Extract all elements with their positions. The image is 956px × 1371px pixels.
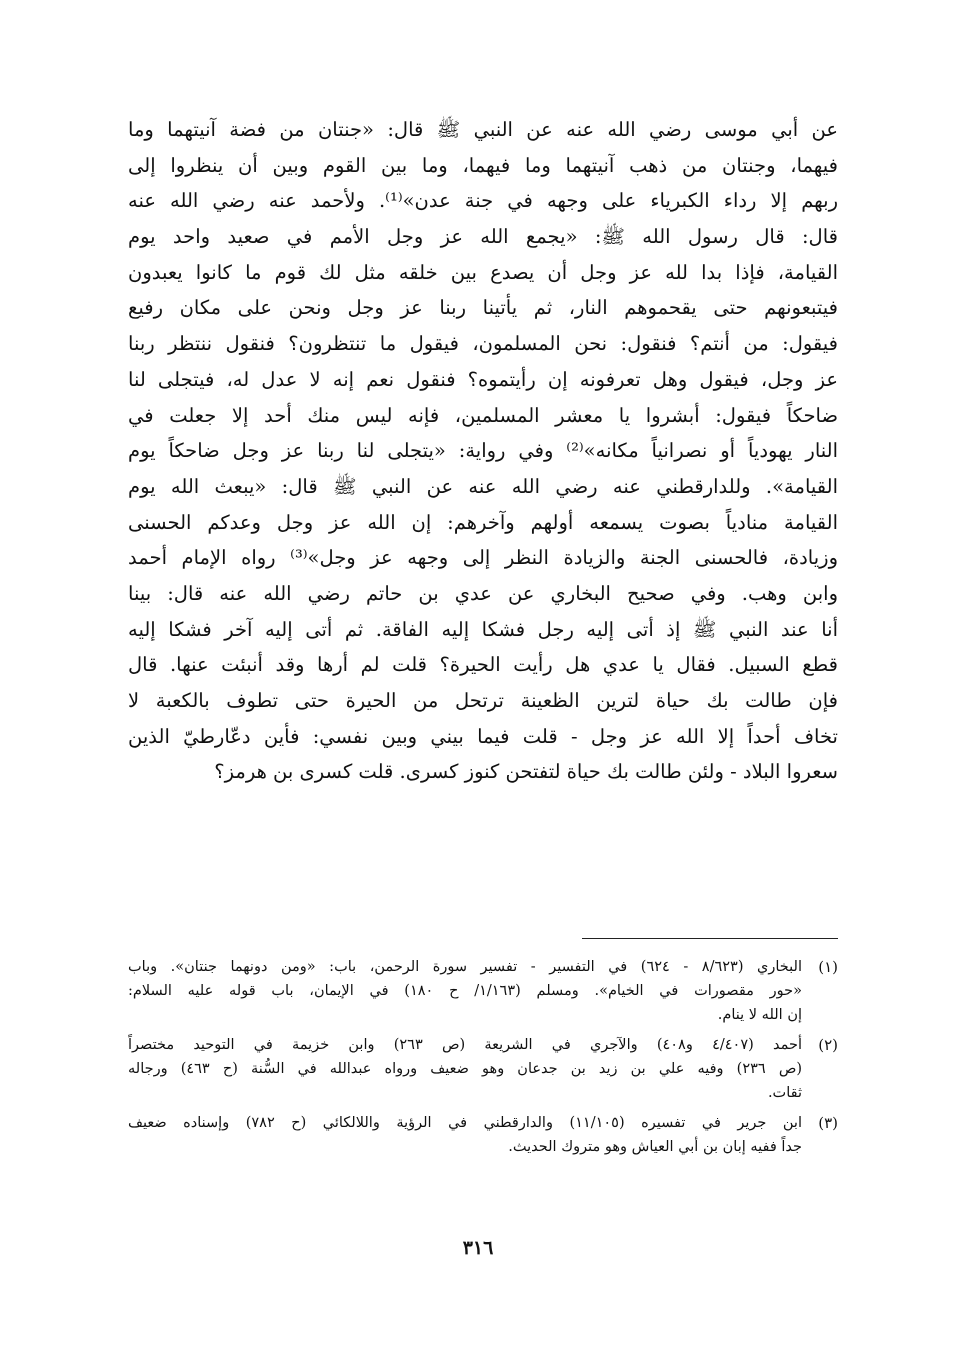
page-number: ٣١٦ [462,1237,494,1259]
footnote-line: جداً ففيه إبان بن أبي العياش وهو متروك الحديث. [508,1139,802,1155]
text-line: قطع السبيل. فقال يا عدي هل رأيت الحيرة؟ قلت لم أرها وقد أنبئت عنها. قال [128,653,838,677]
footnote [128,955,838,1027]
text-line: النار يهودياً أو نصرانياً مكانه»⁽²⁾ وفي رواية: «يتجلى لنا ربنا عز وجل ضاحكاً يوم [128,439,838,463]
text-line: القيامة منادياً بصوت يسمعه أولهم وآخرهم: إن الله عز وجل وعدكم الحسنى [128,510,838,534]
main-text [128,112,838,790]
text-line: قال: قال رسول الله ﷺ: «يجمع الله عز وجل الأمم في صعيد واحد يوم [128,225,838,249]
footnote [128,1033,838,1105]
footnote-number: (١) [818,958,838,976]
footnote-line: ثقات. [767,1085,802,1101]
text-line: وابن وهب. وفي صحيح البخاري عن عدي بن حاتم رضي الله عنه قال: بينا [128,581,838,605]
text-line: ضاحكاً فيقول: أبشروا يا معشر المسلمين، فإنه ليس منك أحد إلا جعلت في [128,403,838,427]
footnote-line: أحمد (٤/٤٠٧ و٤٠٨) والآجري في الشريعة (ص ٢٦٣) وابن خزيمة في التوحيد مختصراً [128,1037,802,1053]
text-line: القيامة». وللدارقطني عنه رضي الله عنه عن النبي ﷺ قال: «يبعث الله يوم [128,474,838,498]
text-line: سعروا البلاد - ولئن طالت بك حياة لتفتحن كنوز كسرى. قلت كسرى بن هرمز؟ [214,760,838,784]
footnotes [128,955,838,1165]
text-line: فيهما، وجنتان من ذهب آنيتهما وما فيهما، وما بين القوم وبين أن ينظروا إلى [128,153,838,177]
footnote-line: (ص ٢٣٦) وفيه علي بن زيد بن جدعان وهو ضعيف ورواه عبدالله في السُّنة (ح ٤٦٣) ورجاله [128,1061,802,1077]
text-line: فيتبعونهم حتى يقحموهم النار، ثم يأتينا ربنا عز وجل ونحن على مكان رفيع [128,296,838,320]
footnote-number: (٢) [818,1036,838,1054]
footnote-line: إن الله لا ينام. [717,1007,802,1023]
text-line: عز وجل، فيقول وهل تعرفونه إن رأيتموه؟ فنقول نعم إنه لا عدل له، فيتجلى لنا [128,367,838,391]
footnote-number: (٣) [818,1114,838,1132]
text-line: تخاف أحداً إلا الله عز وجل - قلت فيما بيني وبين نفسي: فأين دعّارطيّ الذين [128,724,838,748]
footnote-line: ابن جرير في تفسيره (١١/١٠٥) والدارقطني في الرؤية واللالكائي (ح ٧٨٢) وإسناده ضعيف [128,1115,802,1131]
text-line: أنا عند النبي ﷺ إذ أتى إليه رجل فشكا إليه الفاقة. ثم أتى إليه آخر فشكا إليه [128,617,838,641]
text-line: فيقول: من أنتم؟ فنقول: نحن المسلمون، فيقول ما تنتظرون؟ فنقول ننتظر ربنا [128,332,838,356]
text-line: فإن طالت بك حياة لترين الظعينة ترتحل من الحيرة حتى تطوف بالكعبة لا [128,689,838,712]
footnote-separator [582,938,838,939]
footnote-line: «حور مقصورات في الخيام». ومسلم (١/١٦٣/ ح ١٨٠) في الإيمان، باب قوله عليه السلام: [128,983,802,999]
text-line: عن أبي موسى رضي الله عنه عن النبي ﷺ قال: «جنتان من فضة آنيتهما وما [128,118,838,141]
text-line: ربهم إلا رداء الكبرياء على وجهه في جنة عدن»⁽¹⁾. ولأحمد عنه رضي الله عنه [128,189,838,213]
footnote [128,1111,838,1159]
footnote-line: البخاري (٨/٦٢٣ - ٦٢٤) في التفسير - تفسير سورة الرحمن، باب: «ومن دونهما جنتان». وباب [128,959,802,975]
text-line: وزيادة، فالحسنى الجنة والزيادة النظر إلى وجهه عز وجل»⁽³⁾ رواه الإمام أحمد [128,546,838,570]
text-line: القيامة، فإذا بدا لله عز وجل أن يصدع بين خلقه مثل لك قوم ما كانوا يعبدون [128,260,838,284]
